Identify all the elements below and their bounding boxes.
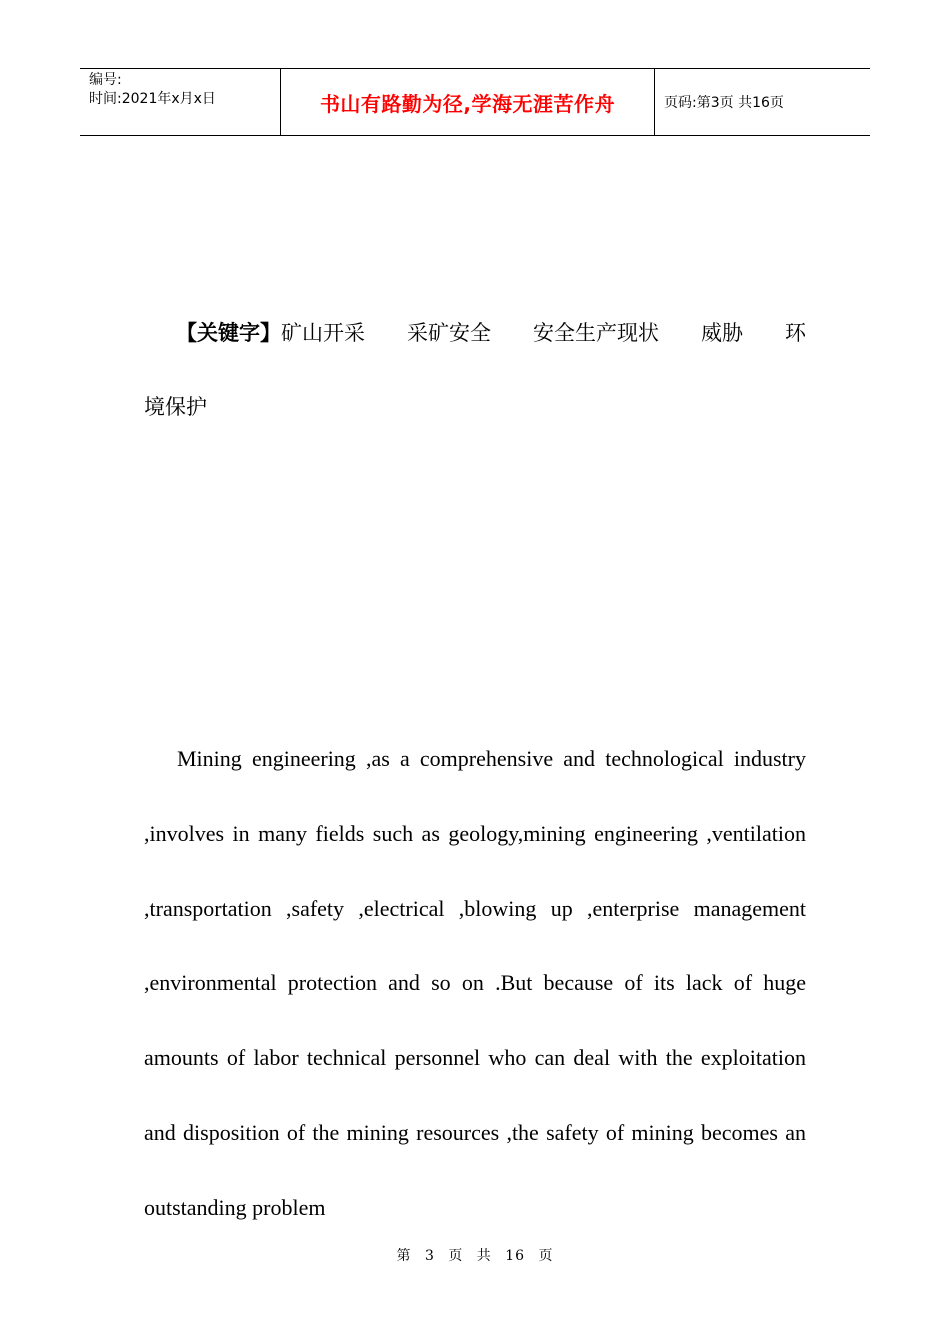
- footer-total-unit: 页: [538, 1248, 554, 1264]
- footer-prefix: 第: [396, 1248, 412, 1264]
- footer-page-number: 3: [424, 1248, 435, 1264]
- keyword-item: 矿山开采: [281, 321, 365, 345]
- keywords-label: 【关键字】: [176, 321, 281, 345]
- header-motto: 书山有路勤为径,学海无涯苦作舟: [319, 91, 616, 116]
- keywords-section: [144, 296, 806, 444]
- document-number-label: 编号:: [89, 72, 122, 88]
- keyword-item: 环: [785, 321, 806, 345]
- page-footer: [0, 1245, 950, 1265]
- abstract-paragraph: Mining engineering ,as a comprehensive and technological industry ,involves in many fields such as geology,mining engineering ,ventilation ,transportation ,safety ,electrical ,blowing up ,enterprise management ,environmental protection and so on .But because of its lack of huge amounts of labor technical personnel who can deal with the exploitation and disposition of the mining resources ,the safety of mining becomes an outstanding problem: [144, 746, 806, 1220]
- keyword-item: 威胁: [701, 321, 743, 345]
- header-page-cell: [655, 69, 870, 135]
- header-motto-cell: [281, 69, 655, 135]
- header-page-info: 页码:第3页 共16页: [664, 95, 784, 111]
- keyword-item: 安全生产现状: [533, 321, 659, 345]
- keyword-item: 采矿安全: [407, 321, 491, 345]
- header-meta-cell: [80, 69, 281, 135]
- keywords-continuation: 境保护: [144, 395, 207, 419]
- footer-total-prefix: 共: [476, 1248, 492, 1264]
- footer-page-unit: 页: [448, 1248, 464, 1264]
- keywords-line: [144, 296, 806, 370]
- document-time-label: 时间:2021年x月x日: [89, 91, 216, 107]
- footer-total-pages: 16: [505, 1248, 526, 1264]
- page-header: [80, 68, 870, 136]
